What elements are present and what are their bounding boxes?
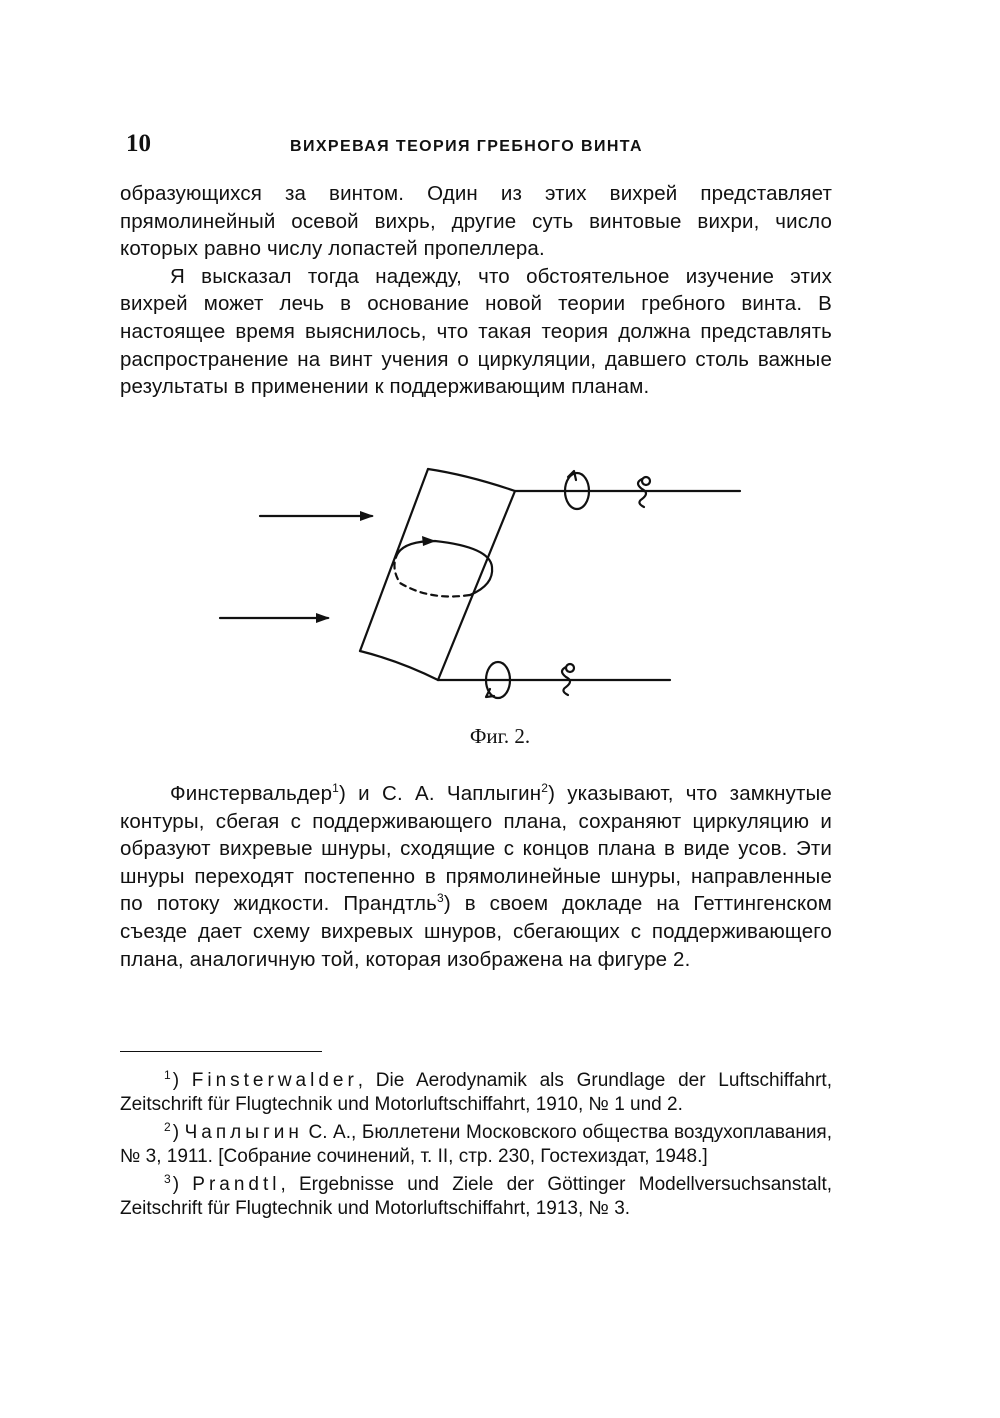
footnote-2-author: Чаплыгин [184, 1122, 303, 1143]
body-text-bottom [120, 780, 832, 973]
circulation-arrowhead [422, 536, 436, 546]
wing-top-edge [428, 469, 515, 491]
footnote-1-paren: ) [172, 1070, 180, 1091]
flow-arrowhead-upper [360, 511, 374, 521]
vortex-diagram-svg [200, 455, 760, 715]
paragraph-3-part-4: ) в своем докладе на Геттингенском съезде дает схему вихревых шнуров, сбегающих с поддерживающего плана, аналогичную той, которая изображена на фигуре 2. [120, 892, 832, 971]
footnote-1-mark: 1 [164, 1068, 171, 1082]
flow-arrowhead-lower [316, 613, 330, 623]
vortex-wake-dot-lower [566, 664, 574, 672]
paragraph-3-part-1: Финстервальдер [170, 782, 333, 805]
footnote-2 [120, 1116, 832, 1168]
footnote-2-text: С. А., Бюллетени Московского общества воздухоплавания, № 3, 1911. [Собрание сочинений, т. II, стр. 230, Гостехиздат, 1948.] [120, 1122, 833, 1167]
running-title: ВИХРЕВАЯ ТЕОРИЯ ГРЕБНОГО ВИНТА [290, 138, 643, 155]
figure-2-vortex-diagram [200, 455, 760, 715]
footnote-separator [120, 1051, 322, 1052]
footnote-2-mark: 2 [164, 1120, 171, 1134]
footnote-ref-2: 2 [541, 781, 549, 795]
paragraph-3-part-2: ) и С. А. Чаплыгин [338, 782, 542, 805]
footnote-ref-3: 3 [436, 891, 444, 906]
footnote-3-text: , Ergebnisse und Ziele der Göttinger Modellversuchsanstalt, Zeitschrift für Flugtechnik und Motorluftschiffahrt, 1913, № 3. [120, 1174, 833, 1219]
body-text-top [120, 180, 832, 401]
figure-caption: Фиг. 2. [469, 724, 531, 748]
page-header [122, 128, 832, 164]
wing-right-edge [438, 491, 515, 680]
footnote-1-author: Finsterwalder [191, 1070, 358, 1091]
footnote-3-author: Prandtl [192, 1174, 281, 1195]
footnote-2-paren: ) [172, 1122, 180, 1143]
paragraph-3-part-3: ) указывают, что замкнутые контуры, сбегая с поддерживающего плана, сохраняют циркуляцию и образуют вихревые шнуры, сходящие с концов плана в виде усов. Эти шнуры переходят постепенно в прямолинейные шнуры, направленные по потоку жидкости. Прандтль [120, 782, 832, 916]
circulation-contour-hidden [394, 553, 470, 597]
circulation-contour-front [398, 541, 492, 595]
footnote-3 [120, 1168, 832, 1220]
wing-bottom-edge [360, 651, 438, 680]
footnote-ref-1: 1 [332, 781, 339, 795]
wing-left-edge [360, 469, 428, 651]
paragraph-3 [120, 780, 832, 973]
footnote-3-mark: 3 [164, 1172, 171, 1186]
paragraph-2: Я высказал тогда надежду, что обстоятельное изучение этих вихрей может лечь в основание новой теории гребного винта. В настоящее время выяснилось, что такая теория должна представлять распространение на винт учения о циркуляции, давшего столь важные результаты в применении к поддерживающим планам. [120, 264, 832, 399]
footnotes [120, 1064, 832, 1220]
footnote-1 [120, 1064, 832, 1116]
footnote-1-text: , Die Aerodynamik als Grundlage der Luftschiffahrt, Zeitschrift für Flugtechnik und Motorluftschiffahrt, 1910, № 1 und 2. [120, 1070, 832, 1115]
paragraph-1: образующихся за винтом. Один из этих вихрей представляет прямолинейный осевой вихрь, другие суть винтовые вихри, число которых равно числу лопастей пропеллера. [120, 182, 832, 261]
page-number: 10 [126, 130, 151, 157]
vortex-wake-dot-upper [642, 477, 650, 485]
footnote-3-paren: ) [172, 1174, 180, 1195]
